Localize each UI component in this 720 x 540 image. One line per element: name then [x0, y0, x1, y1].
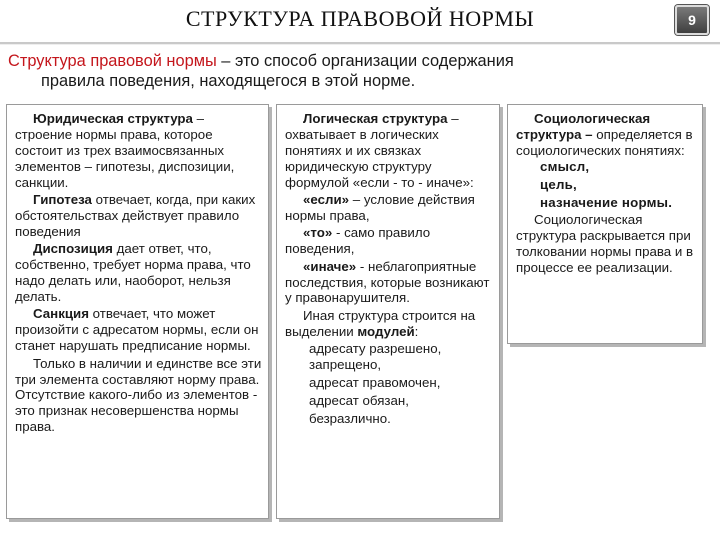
- definition-line1: – это способ организации содержания: [216, 52, 514, 70]
- juridical-intro-text: – строение нормы права, которое состоит из трех взаимосвязанных элементов – гипотезы, диспозиции, санкции.: [15, 111, 235, 190]
- definition-term: Структура правовой нормы: [8, 52, 217, 70]
- if-term: «если»: [303, 192, 350, 208]
- if-text: – условие действия нормы права,: [285, 192, 475, 223]
- logical-intro-text: – охватывает в логических понятиях и их связках юридическую структуру формулой «если - то - иначе»:: [285, 111, 474, 190]
- aspects-list: [516, 159, 696, 211]
- sanction-text: отвечает, что может произойти с адресатом нормы, если он станет нарушать предписание нормы.: [15, 306, 259, 354]
- modules-paragraph: [285, 308, 493, 340]
- juridical-structure-panel: [6, 104, 269, 519]
- sociological-heading: Социологическая структура –: [516, 111, 651, 142]
- sanction-term: Санкция: [33, 306, 89, 322]
- else-paragraph: [285, 259, 493, 307]
- hypothesis-paragraph: [15, 192, 262, 240]
- sociological-conclusion: Социологическая структура раскрывается при толковании нормы права и в процессе ее реализации.: [516, 212, 694, 276]
- modules-term: модулей: [357, 323, 415, 339]
- juridical-heading: Юридическая структура: [33, 111, 193, 126]
- else-term: «иначе»: [303, 258, 357, 274]
- list-item: адресат обязан,: [309, 392, 409, 408]
- list-item: адресату разрешено, запрещено,: [309, 341, 442, 373]
- sociological-intro-text: определяется в социологических понятиях:: [516, 126, 693, 158]
- sociological-structure-panel: [507, 104, 703, 344]
- slide-number-badge: 9: [675, 5, 709, 35]
- else-text: - неблагоприятные последствия, которые возникают у правонарушителя.: [285, 258, 490, 306]
- list-item: назначение нормы.: [540, 194, 673, 210]
- if-paragraph: [285, 192, 493, 224]
- definition: [8, 51, 713, 91]
- sanction-paragraph: [15, 306, 262, 354]
- definition-line2: правила поведения, находящегося в этой норме.: [41, 72, 416, 90]
- list-item: цель,: [540, 176, 577, 192]
- disposition-term: Диспозиция: [33, 241, 113, 257]
- then-term: «то»: [303, 225, 333, 241]
- then-text: - само правило поведения,: [285, 225, 431, 257]
- sociological-intro: [516, 111, 696, 159]
- then-paragraph: [285, 225, 493, 257]
- list-item: смысл,: [540, 158, 590, 174]
- list-item: безразлично.: [309, 410, 391, 426]
- modules-intro-text: Иная структура строится на выделении: [285, 307, 476, 339]
- juridical-conclusion: Только в наличии и единстве все эти три элемента составляют норму права. Отсутствие какого-либо из элементов - это признак несовершенства нормы права.: [15, 355, 262, 435]
- disposition-paragraph: [15, 241, 262, 305]
- modules-colon: :: [414, 323, 419, 339]
- modules-list: [285, 341, 493, 427]
- disposition-text: дает ответ, что, собственно, требует норма права, что надо делать или, наоборот, нельзя делать.: [15, 241, 251, 304]
- page-title: СТРУКТУРА ПРАВОВОЙ НОРМЫ: [185, 6, 535, 31]
- logical-intro: [285, 111, 493, 191]
- hypothesis-term: Гипотеза: [33, 192, 92, 208]
- hypothesis-text: отвечает, когда, при каких обстоятельствах действует правило поведения: [15, 192, 256, 239]
- logical-structure-panel: [276, 104, 500, 519]
- list-item: адресат правомочен,: [309, 375, 441, 390]
- logical-heading: Логическая структура: [303, 111, 448, 126]
- juridical-intro: [15, 111, 262, 191]
- title-divider-highlight: [0, 44, 720, 45]
